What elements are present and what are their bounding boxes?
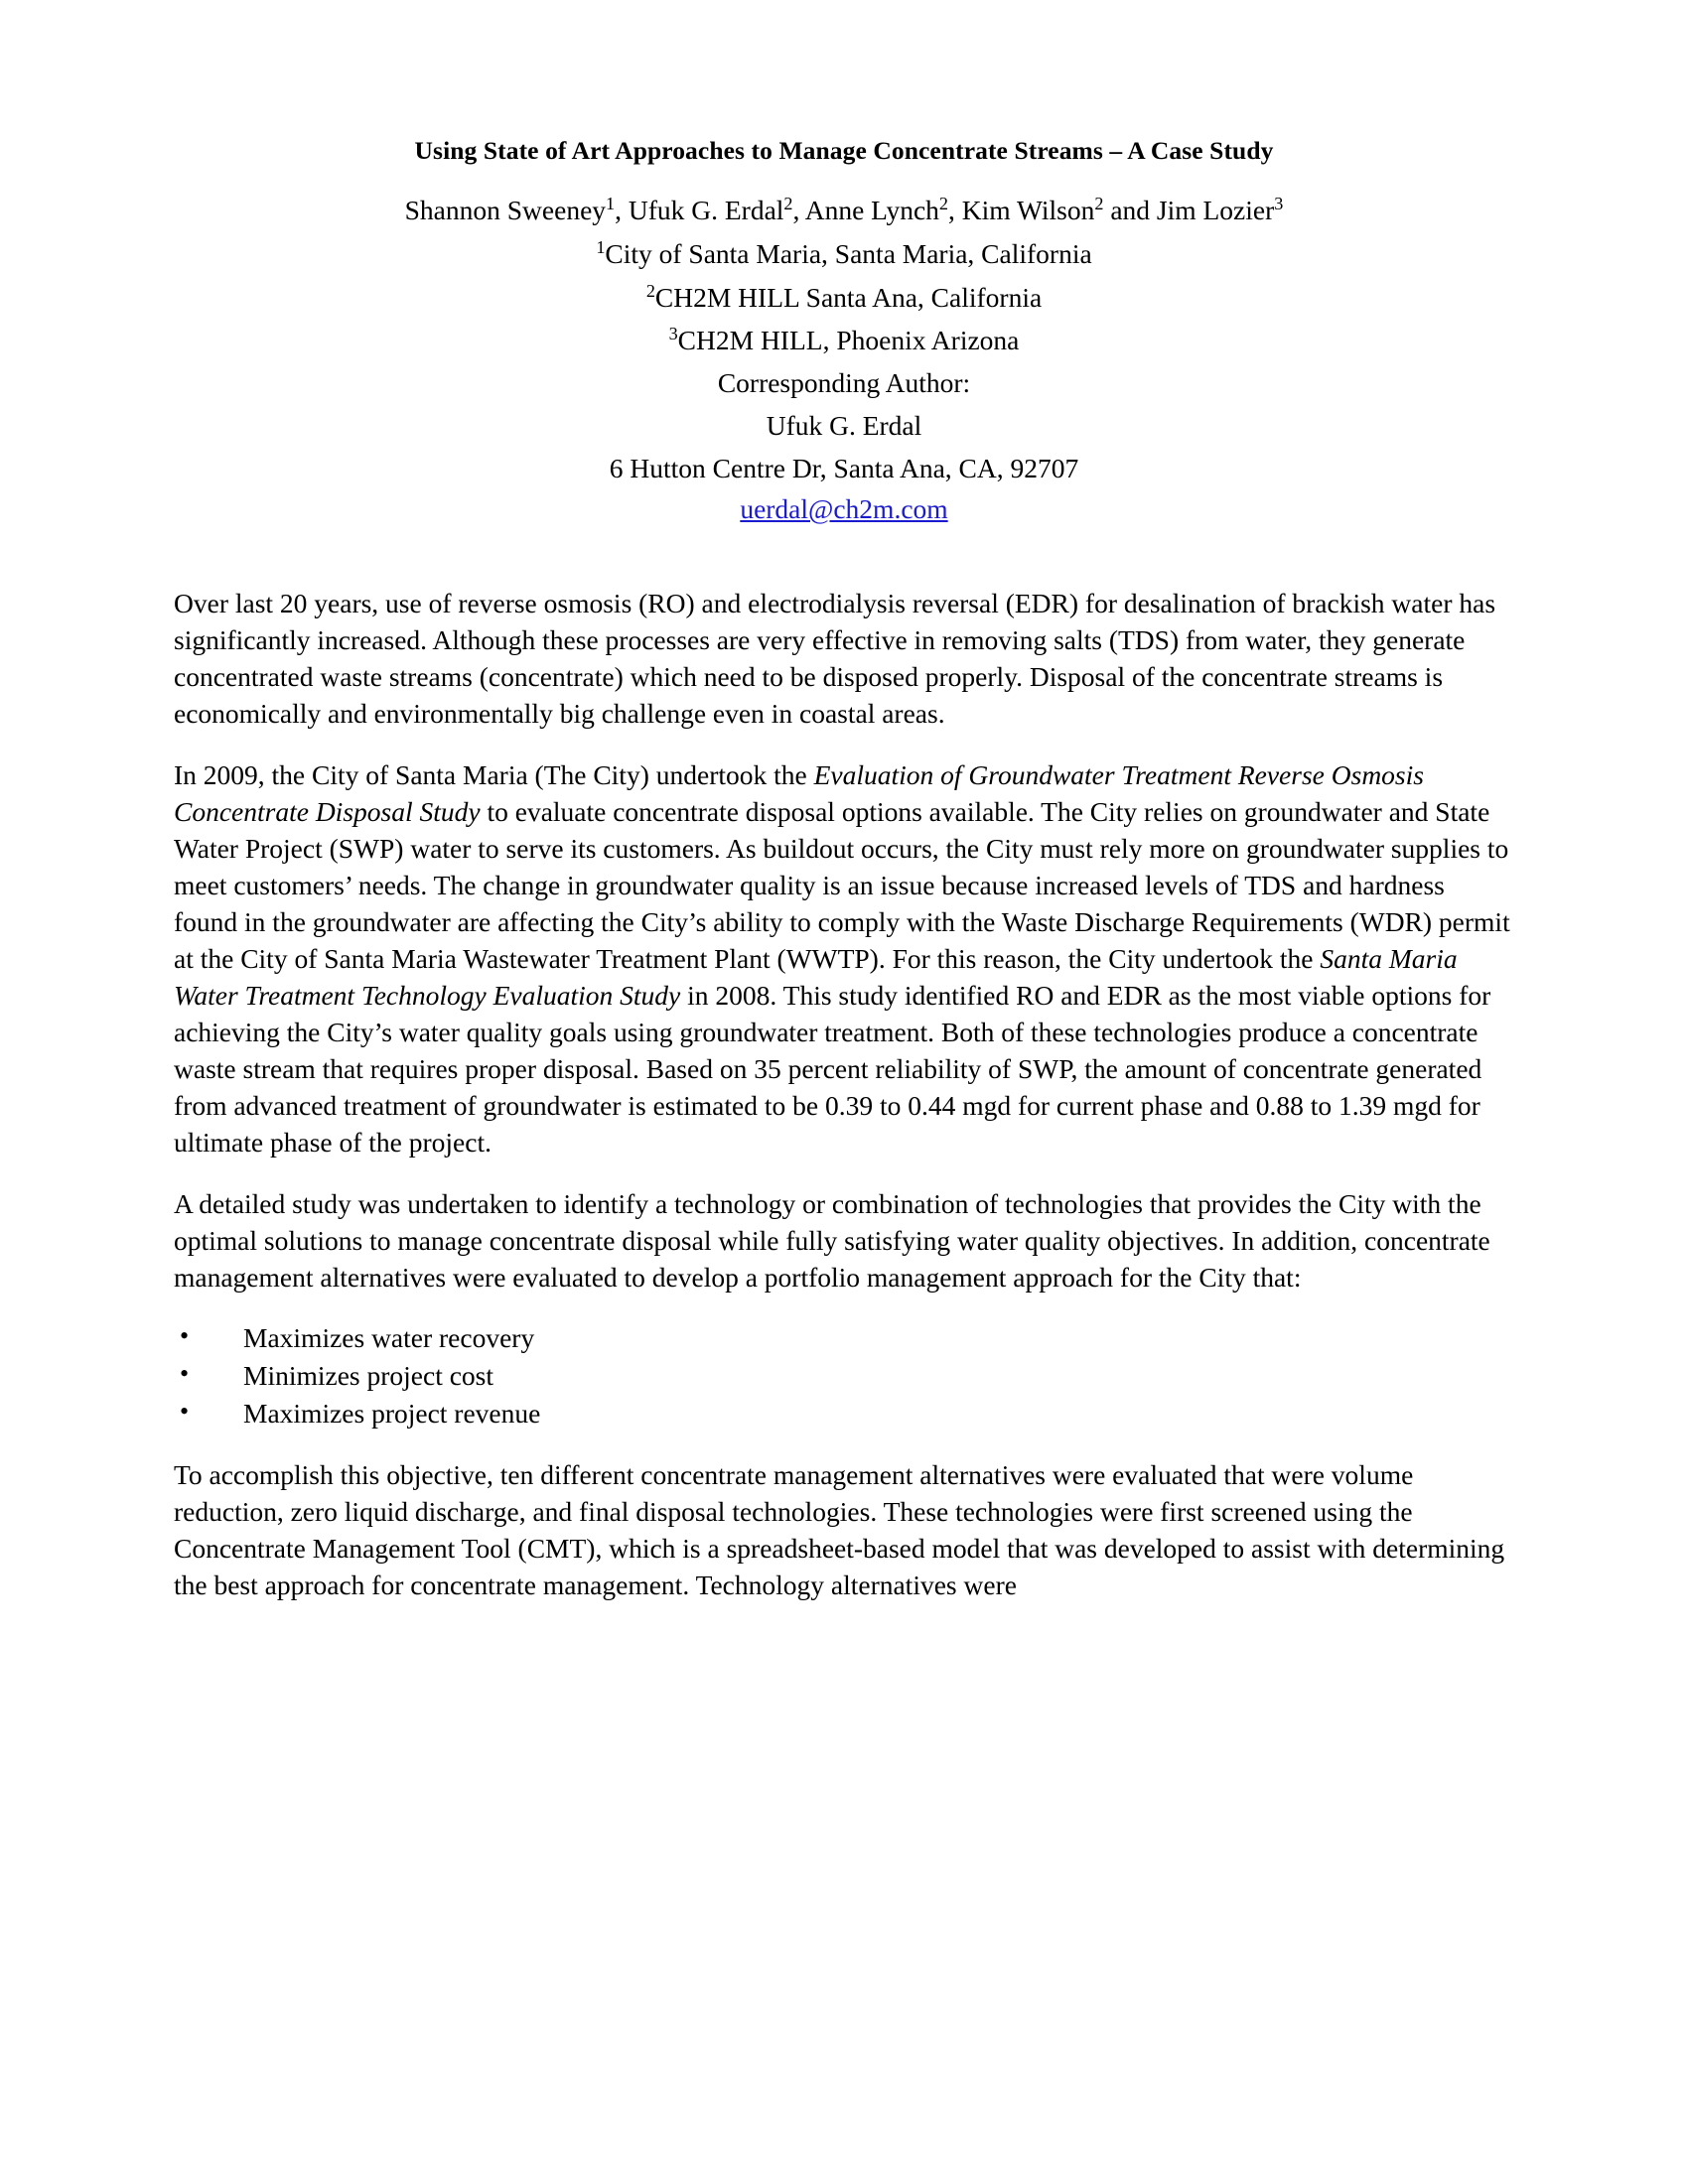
author-3-name: Anne Lynch xyxy=(804,195,939,226)
corresponding-author-name: Ufuk G. Erdal xyxy=(766,410,922,442)
objectives-list xyxy=(174,1320,1514,1433)
affiliation-3 xyxy=(174,323,1514,357)
author-4-name: Kim Wilson xyxy=(961,195,1095,226)
email-link[interactable]: uerdal@ch2m.com xyxy=(740,493,948,525)
corresponding-author-address: 6 Hutton Centre Dr, Santa Ana, CA, 92707 xyxy=(609,453,1079,484)
author-4-affiliation-marker: 2 xyxy=(1094,193,1104,213)
paragraph-2-part-a: In 2009, the City of Santa Maria (The City) undertook the xyxy=(174,759,814,791)
author-2-affiliation-marker: 2 xyxy=(783,193,793,213)
author-2-name: Ufuk G. Erdal xyxy=(628,195,784,226)
list-item: • Maximizes water recovery xyxy=(174,1320,1514,1357)
affiliation-2-marker: 2 xyxy=(645,280,655,301)
list-item: • Maximizes project revenue xyxy=(174,1396,1514,1433)
paragraph-2-part-b: to evaluate concentrate disposal options available. The City relies on groundwater and State Water Project (SWP) water to serve its customers. As buildout occurs, the City must rely more on groundwater supplies to meet customers’ needs. The change in groundwater quality is an issue because increased levels of TDS and hardness found in the groundwater are affecting the City’s ability to comply with the Waste Discharge Requirements (WDR) permit at the City of Santa Maria Wastewater Treatment Plant (WWTP). For this reason, the City undertook the xyxy=(174,796,1510,975)
author-5-name: Jim Lozier xyxy=(1156,195,1275,226)
affiliation-1-marker: 1 xyxy=(596,237,606,258)
author-1-affiliation-marker: 1 xyxy=(606,193,616,213)
abstract-paragraph-4: To accomplish this objective, ten different concentrate management alternatives were evaluated that were volume reduction, zero liquid discharge, and final disposal technologies. These technologies were first screened using the Concentrate Management Tool (CMT), which is a spreadsheet-based model that was developed to assist with determining the best approach for concentrate management. Technology alternatives were xyxy=(174,1459,1505,1601)
abstract-paragraph-2 xyxy=(174,757,1514,1161)
authors-line: Shannon Sweeney$^1$, Ufuk G. Erdal$^2$, Anne Lynch$^2$, Kim Wilson$^2$ and Jim Lozier$^3$ xyxy=(404,193,1284,226)
affiliation-1 xyxy=(174,236,1514,271)
author-5-affiliation-marker: 3 xyxy=(1274,193,1284,213)
author-3-affiliation-marker: 2 xyxy=(938,193,948,213)
study-title-2: Santa Maria Water Treatment Technology Evaluation Study xyxy=(174,943,1458,1012)
abstract-paragraph-3: A detailed study was undertaken to identify a technology or combination of technologies that provides the City with the optimal solutions to manage concentrate disposal while fully satisfying water quality objectives. In addition, concentrate management alternatives were evaluated to develop a portfolio management approach for the City that: xyxy=(174,1188,1490,1294)
abstract-paragraph-1: Over last 20 years, use of reverse osmosis (RO) and electrodialysis reversal (EDR) for desalination of brackish water has significantly increased. Although these processes are very effective in removing salts (TDS) from water, they generate concentrated waste streams (concentrate) which need to be disposed properly. Disposal of the concentrate streams is economically and environmentally big challenge even in coastal areas. xyxy=(174,588,1496,730)
study-title-1: Evaluation of Groundwater Treatment Reverse Osmosis Concentrate Disposal Study xyxy=(174,759,1424,828)
author-1-name: Shannon Sweeney xyxy=(404,195,607,226)
paragraph-2-part-c: in 2008. This study identified RO and EDR as the most viable options for achieving the City’s water quality goals using groundwater treatment. Both of these technologies produce a concentrate waste stream that requires proper disposal. Based on 35 percent reliability of SWP, the amount of concentrate generated from advanced treatment of groundwater is estimated to be 0.39 to 0.44 mgd for current phase and 0.88 to 1.39 mgd for ultimate phase of the project. xyxy=(174,980,1491,1159)
affiliation-3-marker: 3 xyxy=(668,323,678,343)
spacer xyxy=(174,531,1514,586)
list-item: • Minimizes project cost xyxy=(174,1358,1514,1395)
affiliation-2-text: CH2M HILL Santa Ana, California xyxy=(654,281,1043,313)
affiliation-1-text: City of Santa Maria, Santa Maria, California xyxy=(605,238,1092,270)
page-title: Using State of Art Approaches to Manage Concentrate Streams – A Case Study xyxy=(414,136,1274,165)
affiliation-3-text: CH2M HILL, Phoenix Arizona xyxy=(677,324,1020,355)
corresponding-author-label: Corresponding Author: xyxy=(717,366,971,398)
corresponding-author-email-line xyxy=(174,493,1514,525)
affiliation-2 xyxy=(174,280,1514,315)
